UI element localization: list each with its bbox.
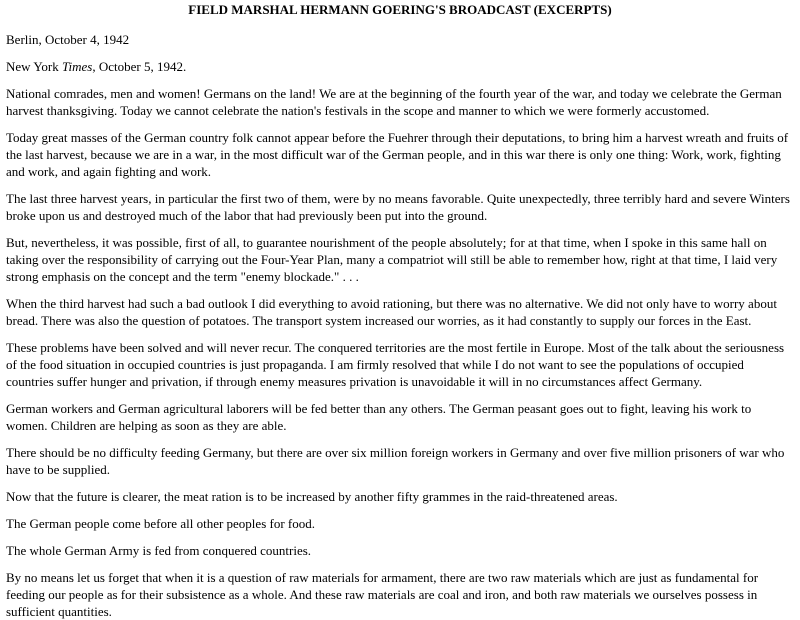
- paragraph: By no means let us forget that when it is a question of raw materials for armament, there are two raw materials which are just as fundamental for feeding our people as for their subsistence as a whole. And these raw materials are coal and iron, and both raw materials we ourselves possess in sufficient quantities.: [6, 570, 759, 619]
- paragraph: The last three harvest years, in particular the first two of them, were by no means favorable. Quite unexpectedly, three terribly hard and severe Winters broke upon us and destroyed much of the labor that had previously been put into the ground.: [6, 191, 790, 223]
- document-title: FIELD MARSHAL HERMANN GOERING'S BROADCAST (EXCERPTS): [188, 2, 612, 17]
- paragraph: Now that the future is clearer, the meat ration is to be increased by another fifty grammes in the raid-threatened areas.: [6, 489, 618, 504]
- source-citation: [6, 58, 794, 75]
- paragraph: When the third harvest had such a bad outlook I did everything to avoid rationing, but there was no alternative. We did not only have to worry about bread. There was also the question of potatoes. The transport system increased our worries, as it had constantly to supply our forces in the East.: [6, 296, 777, 328]
- source-publication: Times: [61, 59, 93, 74]
- paragraph: The German people come before all other peoples for food.: [6, 516, 315, 531]
- paragraph: The whole German Army is fed from conquered countries.: [6, 543, 312, 558]
- paragraph: German workers and German agricultural laborers will be fed better than any others. The German peasant goes out to fight, leaving his work to women. Children are helping as soon as they are able.: [6, 401, 752, 433]
- paragraph: There should be no difficulty feeding Germany, but there are over six million foreign workers in Germany and over five million prisoners of war who have to be supplied.: [6, 445, 785, 477]
- source-prefix: New York: [6, 59, 62, 74]
- paragraph: These problems have been solved and will never recur. The conquered territories are the most fertile in Europe. Most of the talk about the seriousness of the food situation in occupied countries is just propaganda. I am firmly resolved that while I do not want to see the populations of occupied countries suffer hunger and privation, if through enemy measures privation is unavoidable it will in no circumstances affect Germany.: [6, 340, 785, 389]
- source-suffix: , October 5, 1942.: [92, 59, 187, 74]
- paragraph: Today great masses of the German country folk cannot appear before the Fuehrer through their deputations, to bring him a harvest wreath and fruits of the last harvest, because we are in a war, in the most difficult war of the German people, and in this war there is only one thing: Work, work, fighting and work, and again fighting and work.: [6, 130, 789, 179]
- paragraph: National comrades, men and women! Germans on the land! We are at the beginning of the fourth year of the war, and today we celebrate the German harvest thanksgiving. Today we cannot celebrate the nation's festivals in the scope and manner to which we were formerly accustomed.: [6, 86, 782, 118]
- dateline: Berlin, October 4, 1942: [6, 32, 130, 47]
- paragraph: But, nevertheless, it was possible, first of all, to guarantee nourishment of the people absolutely; for at that time, when I spoke in this same hall on taking over the responsibility of carrying out the Four-Year Plan, many a compatriot will still be able to remember how, right at that time, I laid very strong emphasis on the concept and the term "enemy blockade." . . .: [6, 235, 778, 284]
